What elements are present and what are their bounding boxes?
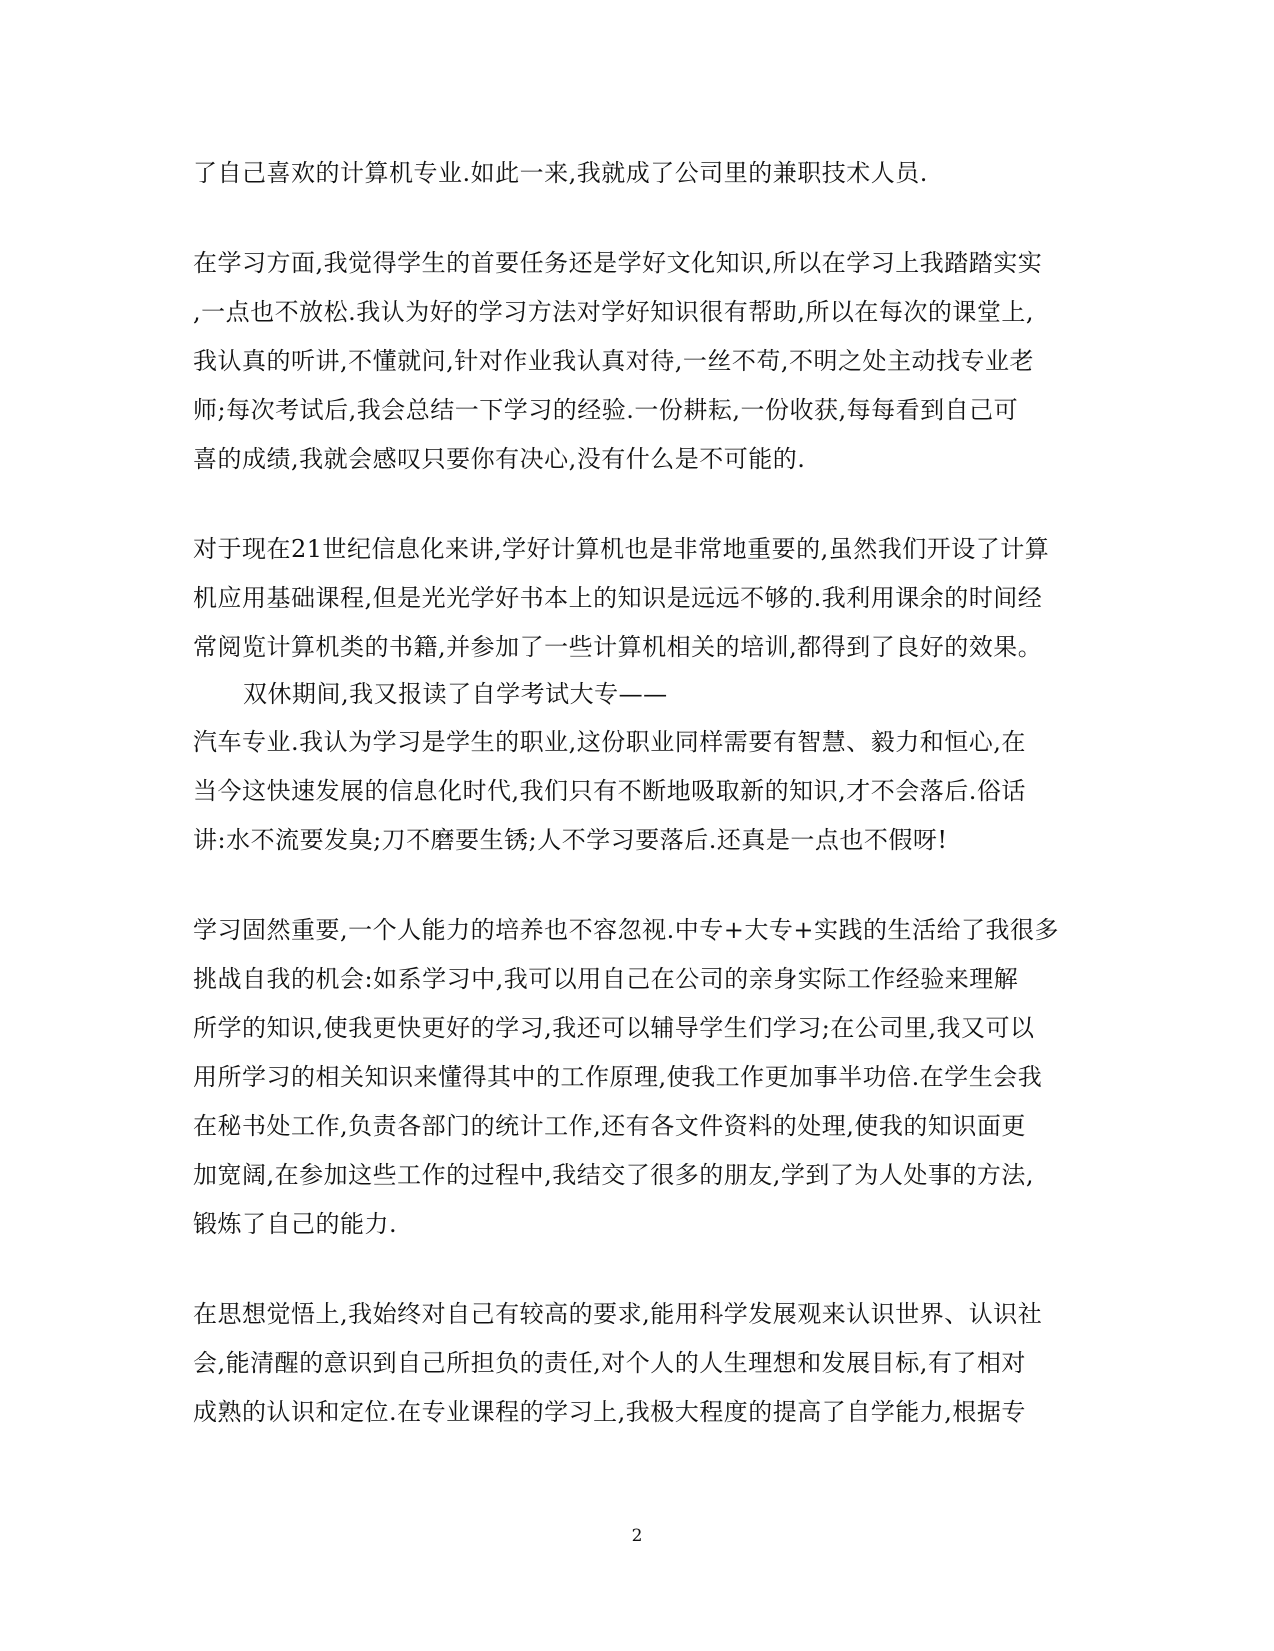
text-line: 机应用基础课程,但是光光学好书本上的知识是远远不够的.我利用课余的时间经 [193, 584, 1043, 612]
text-line: 师;每次考试后,我会总结一下学习的经验.一份耕耘,一份收获,每每看到自己可 [193, 396, 1019, 424]
text-line: 双休期间,我又报读了自学考试大专—— [243, 680, 668, 708]
text-line: 锻炼了自己的能力. [193, 1210, 398, 1238]
text-line: 所学的知识,使我更快更好的学习,我还可以辅导学生们学习;在公司里,我又可以 [193, 1014, 1035, 1042]
text-line: 成熟的认识和定位.在专业课程的学习上,我极大程度的提高了自学能力,根据专 [193, 1398, 1026, 1426]
text-line: ,一点也不放松.我认为好的学习方法对学好知识很有帮助,所以在每次的课堂上, [193, 298, 1035, 326]
text-line: 讲:水不流要发臭;刀不磨要生锈;人不学习要落后.还真是一点也不假呀! [193, 826, 948, 854]
text-line: 当今这快速发展的信息化时代,我们只有不断地吸取新的知识,才不会落后.俗话 [193, 777, 1026, 805]
text-line: 在思想觉悟上,我始终对自己有较高的要求,能用科学发展观来认识世界、认识社 [193, 1300, 1043, 1328]
text-line: 在秘书处工作,负责各部门的统计工作,还有各文件资料的处理,使我的知识面更 [193, 1112, 1026, 1140]
page-number: 2 [631, 1526, 643, 1546]
text-line: 在学习方面,我觉得学生的首要任务还是学好文化知识,所以在学习上我踏踏实实 [193, 249, 1043, 277]
text-line: 用所学习的相关知识来懂得其中的工作原理,使我工作更加事半功倍.在学生会我 [193, 1063, 1043, 1091]
text-line: 了自己喜欢的计算机专业.如此一来,我就成了公司里的兼职技术人员. [193, 159, 928, 187]
text-line: 加宽阔,在参加这些工作的过程中,我结交了很多的朋友,学到了为人处事的方法, [193, 1161, 1035, 1189]
text-line: 我认真的听讲,不懂就问,针对作业我认真对待,一丝不苟,不明之处主动找专业老 [193, 347, 1035, 375]
text-line: 常阅览计算机类的书籍,并参加了一些计算机相关的培训,都得到了良好的效果。 [193, 633, 1043, 661]
text-line: 会,能清醒的意识到自己所担负的责任,对个人的人生理想和发展目标,有了相对 [193, 1349, 1026, 1377]
text-line: 学习固然重要,一个人能力的培养也不容忽视.中专+大专+实践的生活给了我很多 [193, 916, 1059, 944]
text-line: 喜的成绩,我就会感叹只要你有决心,没有什么是不可能的. [193, 445, 806, 473]
text-line: 对于现在21世纪信息化来讲,学好计算机也是非常地重要的,虽然我们开设了计算 [193, 535, 1050, 563]
text-line: 挑战自我的机会:如系学习中,我可以用自己在公司的亲身实际工作经验来理解 [193, 965, 1019, 993]
text-line: 汽车专业.我认为学习是学生的职业,这份职业同样需要有智慧、毅力和恒心,在 [193, 728, 1026, 756]
